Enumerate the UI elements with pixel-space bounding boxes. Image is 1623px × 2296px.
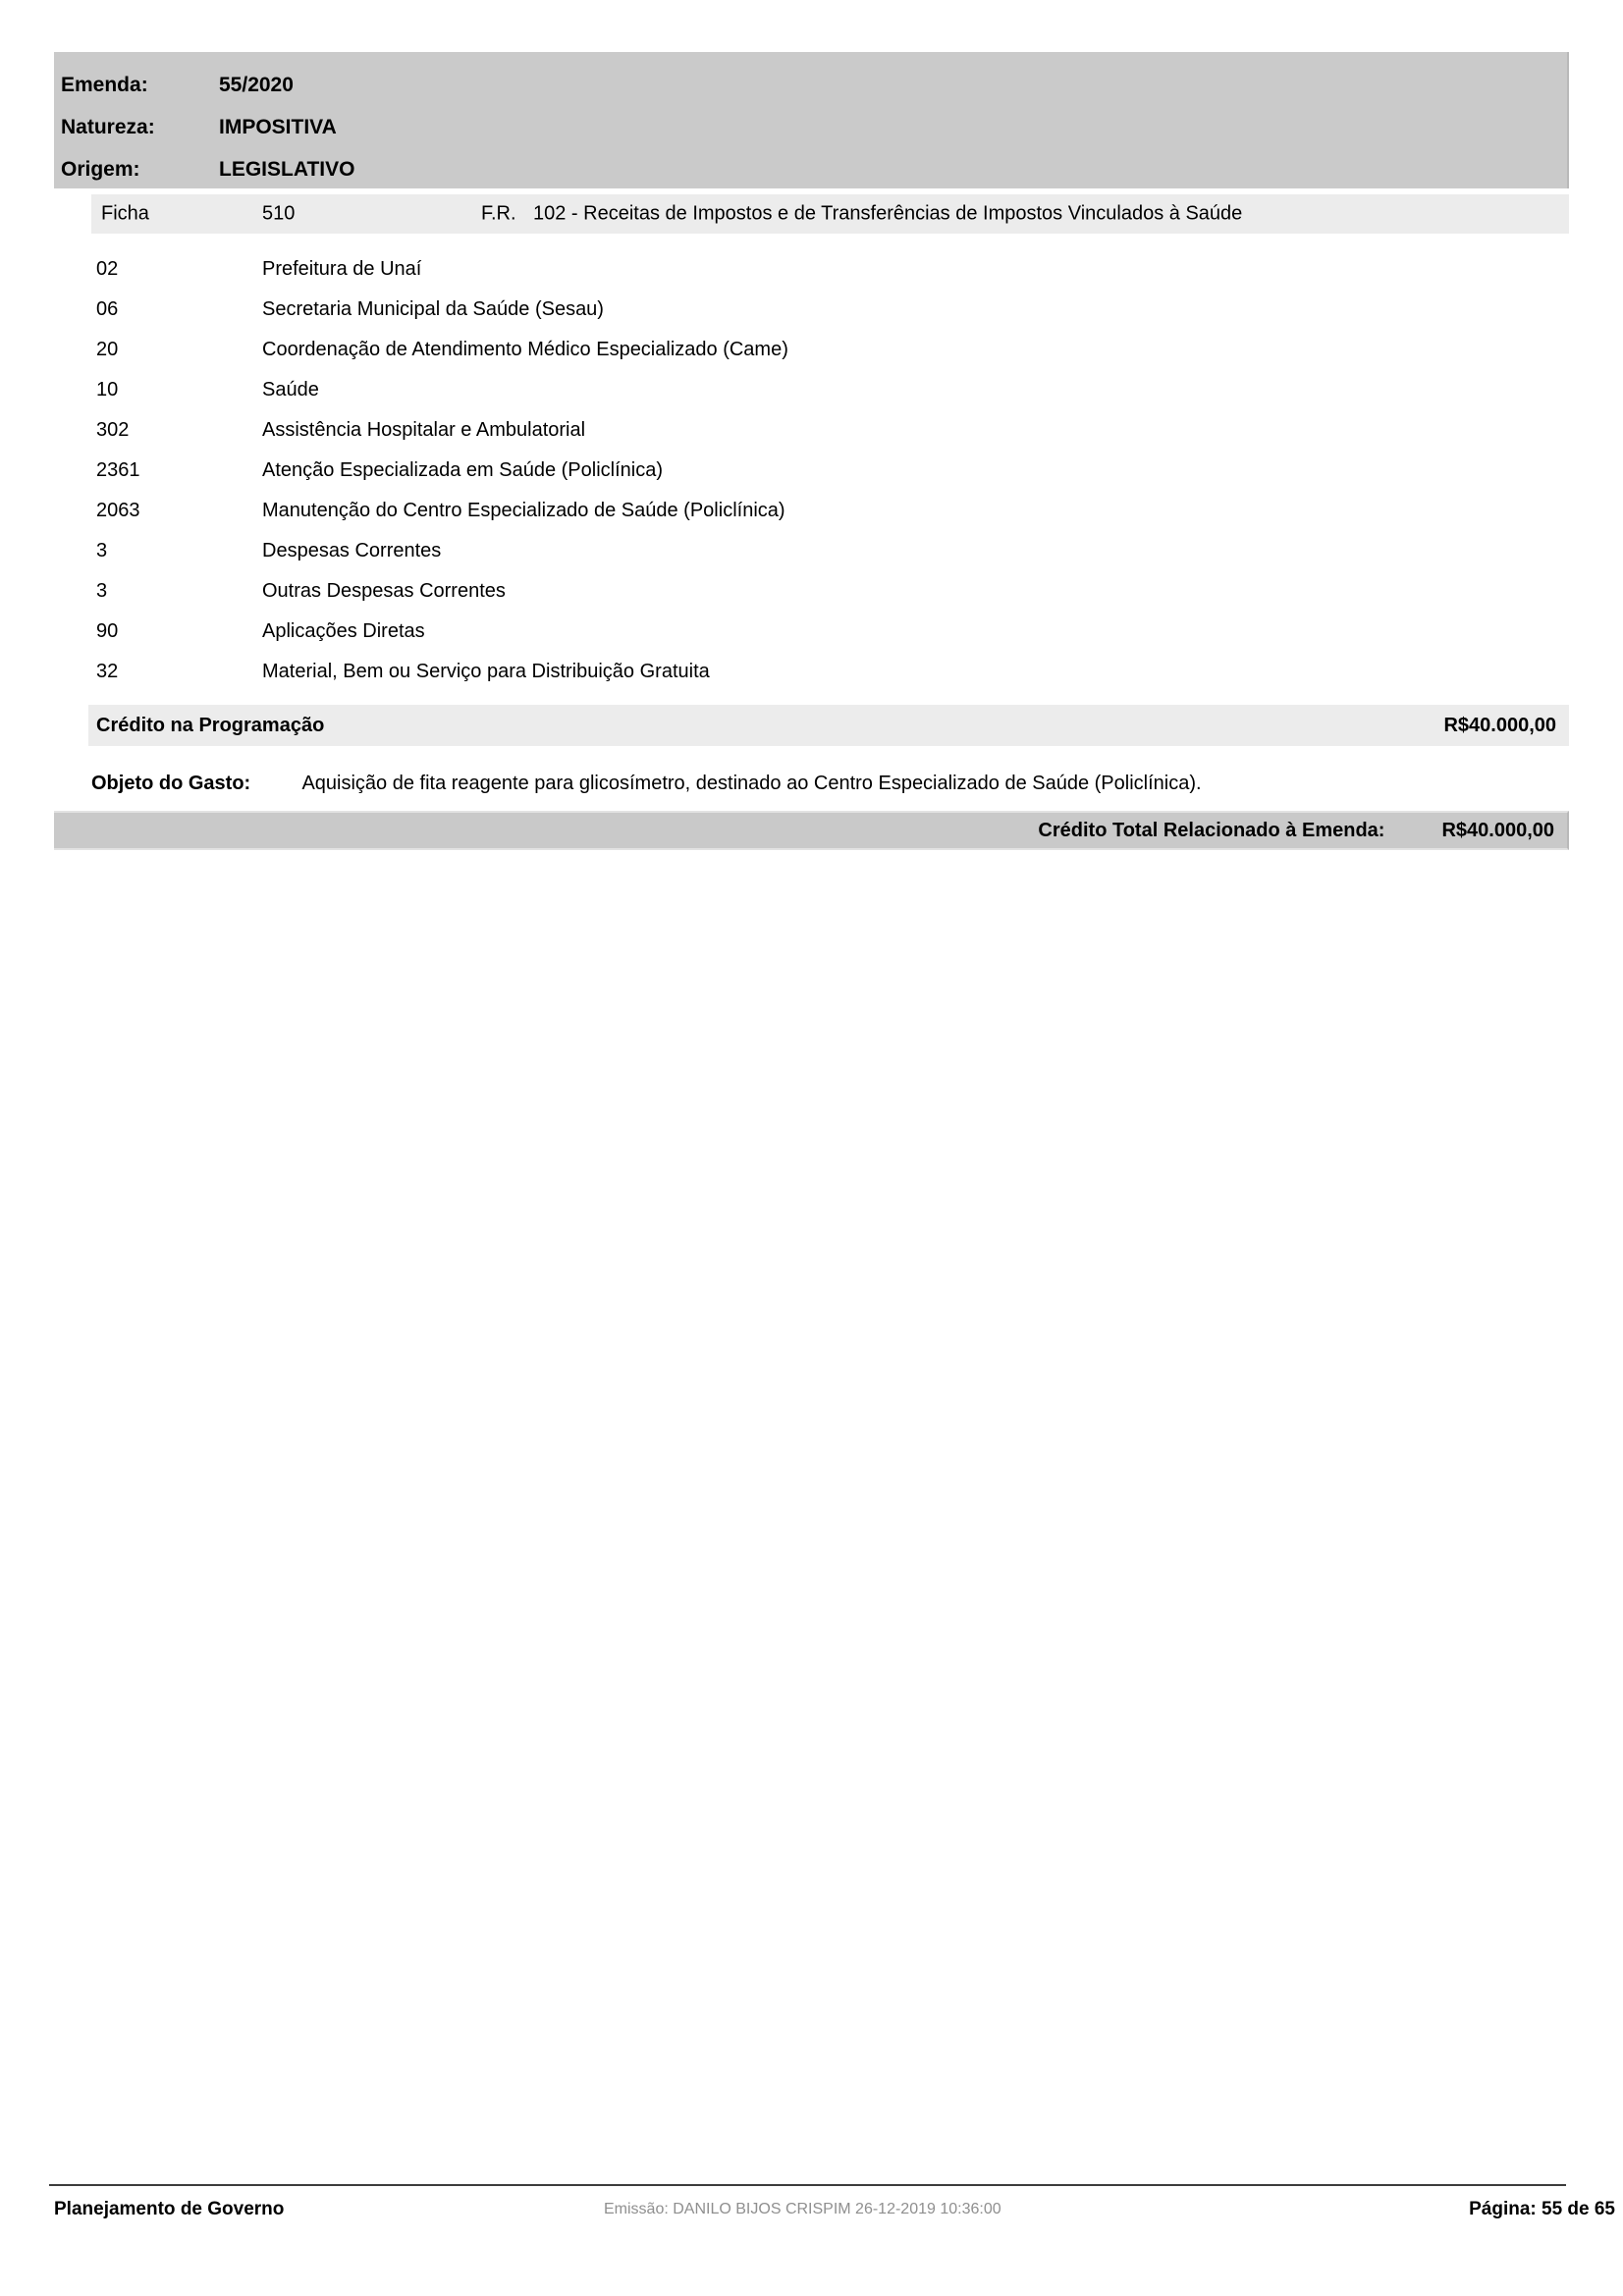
code-cell: 2063 <box>96 500 140 521</box>
footer-divider <box>49 2184 1566 2186</box>
code-cell: 06 <box>96 298 119 320</box>
fr-value: 102 - Receitas de Impostos e de Transferências de Impostos Vinculados à Saúde <box>533 202 1243 225</box>
natureza-label: Natureza: <box>61 115 155 138</box>
origem-label: Origem: <box>61 157 140 181</box>
ficha-row <box>91 194 1569 234</box>
table-row <box>91 531 1569 571</box>
description-cell: Prefeitura de Unaí <box>262 258 422 280</box>
footer-emission-info: Emissão: DANILO BIJOS CRISPIM 26-12-2019 10:36:00 <box>604 2201 1001 2217</box>
code-cell: 2361 <box>96 459 140 481</box>
table-row <box>91 612 1569 652</box>
objeto-gasto-label: Objeto do Gasto: <box>91 773 251 794</box>
fr-label: F.R. <box>481 202 516 225</box>
table-row <box>91 249 1569 290</box>
footer-report-title: Planejamento de Governo <box>54 2199 285 2219</box>
description-cell: Despesas Correntes <box>262 540 442 561</box>
credit-total-value: R$40.000,00 <box>1441 819 1554 841</box>
code-cell: 02 <box>96 258 119 280</box>
table-row <box>91 290 1569 330</box>
emenda-field <box>54 64 1567 106</box>
code-cell: 10 <box>96 379 119 400</box>
emenda-value: 55/2020 <box>219 73 294 96</box>
description-cell: Atenção Especializada em Saúde (Policlínica) <box>262 459 663 481</box>
credit-total-row <box>54 811 1569 850</box>
table-row <box>91 491 1569 531</box>
description-cell: Assistência Hospitalar e Ambulatorial <box>262 419 586 441</box>
code-cell: 20 <box>96 339 119 360</box>
description-cell: Saúde <box>262 379 319 400</box>
ficha-number: 510 <box>262 202 296 225</box>
credit-program-label: Crédito na Programação <box>96 714 325 736</box>
credit-program-value: R$40.000,00 <box>1443 714 1556 736</box>
description-cell: Aplicações Diretas <box>262 620 425 642</box>
code-cell: 302 <box>96 419 130 441</box>
origem-value: LEGISLATIVO <box>219 157 355 181</box>
classification-table <box>91 249 1569 692</box>
description-cell: Outras Despesas Correntes <box>262 580 506 602</box>
description-cell: Secretaria Municipal da Saúde (Sesau) <box>262 298 604 320</box>
credit-total-label: Crédito Total Relacionado à Emenda: <box>1038 819 1385 841</box>
table-row <box>91 370 1569 410</box>
code-cell: 32 <box>96 661 119 682</box>
table-row <box>91 571 1569 612</box>
table-row <box>91 410 1569 451</box>
objeto-gasto-value: Aquisição de fita reagente para glicosímetro, destinado ao Centro Especializado de Saúde (Policlínica). <box>301 773 1202 794</box>
code-cell: 3 <box>96 580 108 602</box>
description-cell: Material, Bem ou Serviço para Distribuição Gratuita <box>262 661 710 682</box>
objeto-gasto-row <box>91 771 1569 796</box>
ficha-label: Ficha <box>101 202 149 225</box>
emenda-label: Emenda: <box>61 73 148 96</box>
description-cell: Coordenação de Atendimento Médico Especializado (Came) <box>262 339 788 360</box>
credit-program-row <box>88 705 1569 746</box>
code-cell: 3 <box>96 540 108 561</box>
emenda-header-box <box>54 52 1569 188</box>
natureza-value: IMPOSITIVA <box>219 115 337 138</box>
description-cell: Manutenção do Centro Especializado de Saúde (Policlínica) <box>262 500 785 521</box>
natureza-field <box>54 106 1567 148</box>
table-row <box>91 330 1569 370</box>
code-cell: 90 <box>96 620 119 642</box>
table-row <box>91 652 1569 692</box>
origem-field <box>54 148 1567 190</box>
footer-page-number: Página: 55 de 65 <box>1469 2199 1615 2219</box>
table-row <box>91 451 1569 491</box>
